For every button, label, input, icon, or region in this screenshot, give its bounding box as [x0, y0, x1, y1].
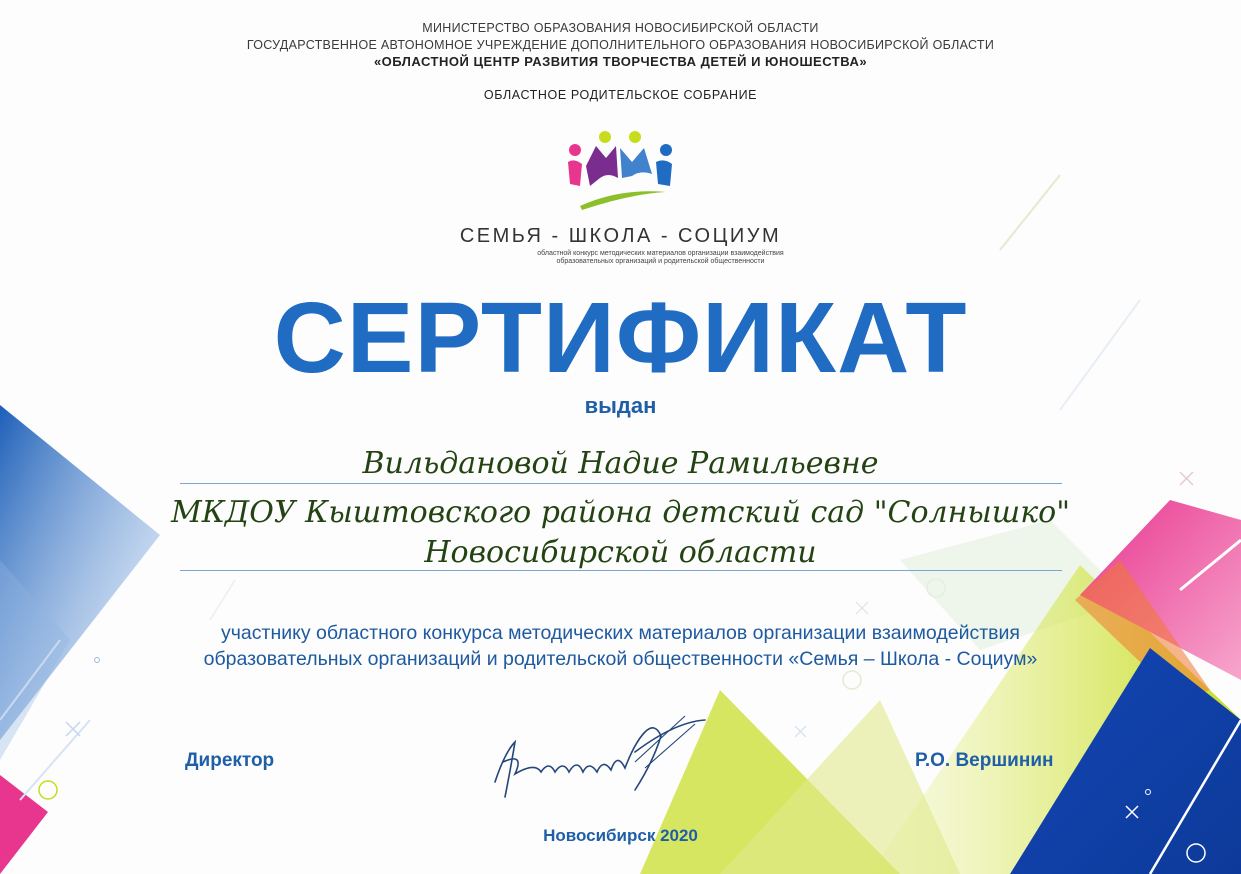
city-year-text: Новосибирск 2020 [543, 826, 698, 845]
family-logo-icon [560, 128, 680, 212]
recipient-region: Новосибирской области [424, 535, 817, 570]
recipient-underline-1 [180, 483, 1062, 484]
recipient-name: Вильдановой Надие Рамильевне [362, 446, 879, 481]
brand-subtitle-1: областной конкурс методических материалов организации взаимодействия [537, 250, 784, 257]
assembly-title: ОБЛАСТНОЕ РОДИТЕЛЬСКОЕ СОБРАНИЕ [483, 88, 758, 102]
ministry-title: МИНИСТЕРСТВО ОБРАЗОВАНИЯ НОВОСИБИРСКОЙ ОБЛАСТИ [422, 21, 819, 35]
certificate-title: СЕРТИФИКАТ [273, 282, 968, 394]
issued-label: выдан [584, 393, 657, 418]
brand-subtitle-2: образовательных организаций и родительской общественности [556, 258, 765, 265]
participation-description [0, 620, 1241, 672]
director-label: Директор [185, 750, 275, 771]
signature-icon [485, 712, 715, 807]
institution-title: ГОСУДАРСТВЕННОЕ АВТОНОМНОЕ УЧРЕЖДЕНИЕ ДОПОЛНИТЕЛЬНОГО ОБРАЗОВАНИЯ НОВОСИБИРСКОЙ ОБЛАСТИ [246, 38, 995, 52]
description-line-1: участнику областного конкурса методических материалов организации взаимодействия [221, 622, 1020, 644]
description-line-2: образовательных организаций и родительской общественности «Семья – Школа - Социум» [203, 648, 1038, 670]
brand-title: СЕМЬЯ - ШКОЛА - СОЦИУМ [459, 225, 782, 247]
recipient-underline-2 [180, 570, 1062, 571]
city-year [0, 826, 1241, 846]
center-title: «ОБЛАСТНОЙ ЦЕНТР РАЗВИТИЯ ТВОРЧЕСТВА ДЕТЕЙ И ЮНОШЕСТВА» [373, 54, 868, 69]
director-name: Р.О. Вершинин [915, 750, 1054, 771]
recipient-organization: МКДОУ Кыштовского района детский сад "Солнышко" [170, 495, 1071, 530]
